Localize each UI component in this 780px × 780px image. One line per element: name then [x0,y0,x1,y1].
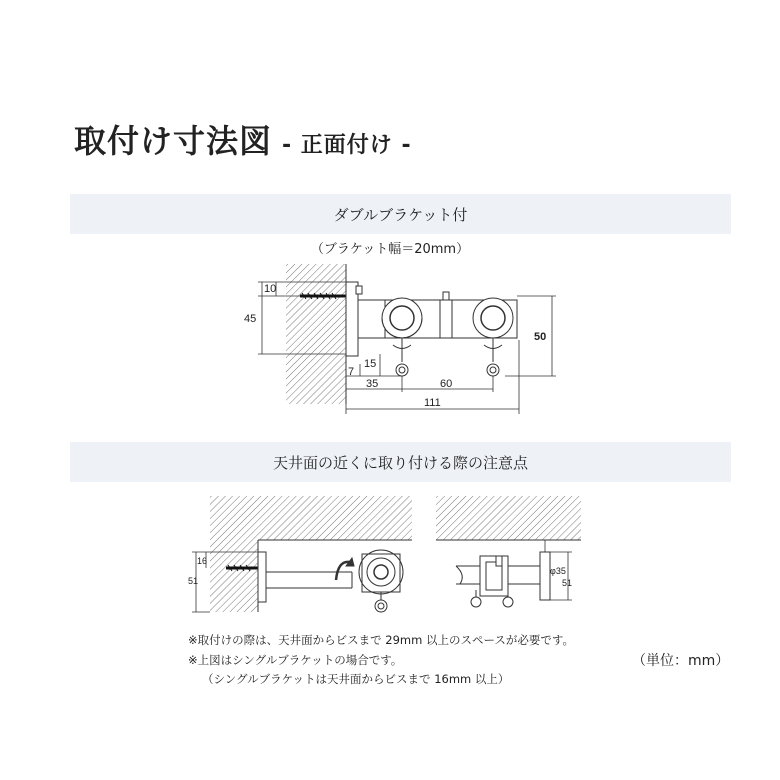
dim-phi35: φ35 [550,566,566,576]
ceiling-hatch-2 [436,496,581,540]
dim-7: 7 [348,366,355,378]
dim-15: 15 [364,358,377,370]
dim-16: 16 [197,556,208,566]
double-bracket-diagram [286,264,517,404]
unit-label: （単位：mm） [632,653,730,669]
dim-60: 60 [440,378,453,390]
ring-4-icon [471,597,481,607]
ring-5-icon [503,597,513,607]
dim-111: 111 [424,397,441,409]
title-sub: - 正面付け - [282,133,412,158]
ceiling-side-diagram [192,496,412,612]
section2-heading: 天井面の近くに取り付ける際の注意点 [272,453,528,472]
ring-1-icon [396,364,408,376]
note-single-bracket-distance: （シングルブラケットは天井面からビスまで 16mm 以上） [202,672,510,686]
section1-heading: ダブルブラケット付 [333,205,468,224]
dim-50: 50 [534,331,547,343]
dim-10: 10 [264,283,277,295]
bracket-arm [358,300,385,338]
title-main: 取付け寸法図 [74,122,273,160]
bracket-width-caption: （ブラケット幅＝20mm） [310,242,470,257]
dim-35: 35 [366,378,379,390]
ring-3-icon [375,600,387,612]
ceiling-front-diagram [436,496,581,607]
dim-45: 45 [244,313,257,325]
note-single-bracket: ※上図はシングルブラケットの場合です。 [188,653,403,667]
wall-hatch-1 [286,264,346,404]
note-screw-space: ※取付けの際は、天井面からビスまで 29mm 以上のスペースが必要です。 [188,633,574,647]
dim-51-right: 51 [562,578,573,588]
dim-51-left: 51 [188,576,199,586]
ring-2-icon [487,364,499,376]
